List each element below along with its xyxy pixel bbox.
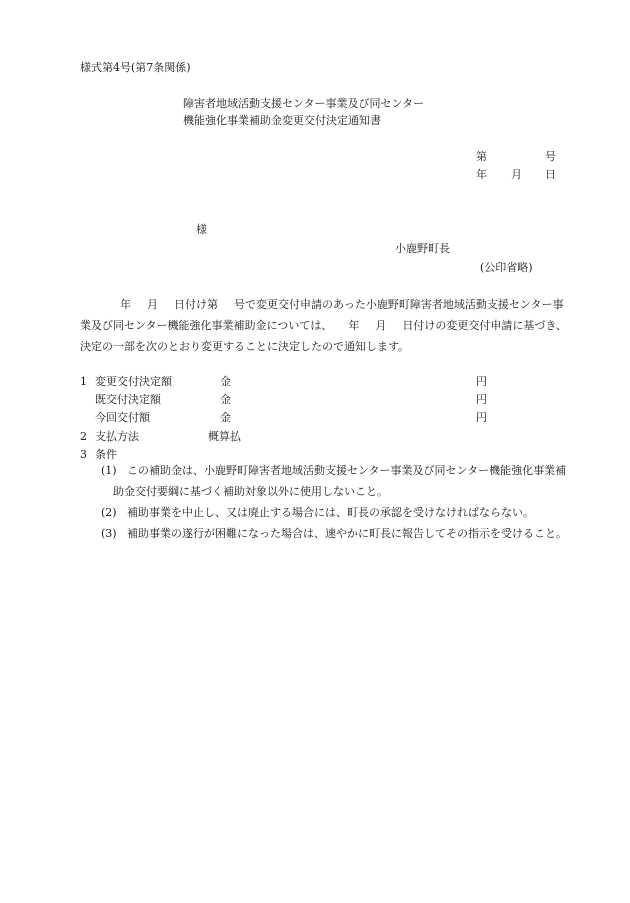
condition-number: (3) — [101, 527, 117, 540]
row-kin: 金 — [220, 375, 231, 388]
date-month: 月 — [511, 168, 522, 181]
date-year: 年 — [476, 168, 487, 181]
row-label: 既交付決定額 — [95, 393, 161, 406]
row-kin: 金 — [220, 411, 231, 424]
item-2-value: 概算払 — [208, 430, 241, 443]
item-1-number: 1 — [80, 375, 87, 388]
row-yen: 円 — [476, 375, 487, 388]
form-label: 様式第4号(第7条関係) — [80, 61, 191, 74]
row-kin: 金 — [220, 393, 231, 406]
row-label: 今回交付額 — [95, 411, 150, 424]
seal-note: (公印省略) — [480, 261, 533, 274]
body-paragraph — [80, 294, 572, 357]
item-3-label: 条件 — [95, 448, 117, 461]
title-line-2: 機能強化事業補助金変更交付決定通知書 — [183, 114, 381, 127]
row-yen: 円 — [476, 411, 487, 424]
issuer-name: 小鹿野町長 — [395, 242, 450, 255]
item-3-number: 3 — [80, 448, 87, 461]
condition-number: (1) — [101, 464, 117, 477]
body-month: 月 — [147, 298, 158, 311]
title-line-1: 障害者地域活動支援センター事業及び同センター — [183, 97, 425, 110]
body-text-2: 日付けの変更交付申請に基づき、決定の一部を次のとおり変更することに決定したので通知します。 — [80, 319, 567, 353]
doc-number-dai: 第 — [476, 150, 487, 163]
body-year: 年 — [120, 298, 131, 311]
addressee-suffix: 様 — [196, 223, 207, 236]
item-2-label: 支払方法 — [95, 430, 139, 443]
condition-2 — [101, 502, 575, 523]
condition-1 — [101, 460, 575, 502]
body-year-2: 年 — [348, 319, 360, 332]
condition-text: 補助事業の遂行が困難になった場合は、速やかに町長に報告してその指示を受けること。 — [127, 527, 567, 540]
condition-3 — [101, 523, 575, 544]
doc-number-go: 号 — [545, 150, 556, 163]
condition-text: 補助事業を中止し、又は廃止する場合には、町長の承認を受けなければならない。 — [127, 506, 534, 519]
body-dated: 日付け第 — [174, 298, 218, 311]
date-day: 日 — [545, 168, 556, 181]
condition-text: この補助金は、小鹿野町障害者地域活動支援センター事業及び同センター機能強化事業補助金交付要綱に基づく補助対象以外に使用しないこと。 — [113, 464, 567, 498]
row-yen: 円 — [476, 393, 487, 406]
row-label: 変更交付決定額 — [95, 375, 172, 388]
body-text-1: 号で変更交付申請のあった小鹿野町障害者地域活動支援センター事業及び同センター機能強化事業補助金については、 — [80, 298, 564, 332]
body-month-2: 月 — [375, 319, 387, 332]
condition-number: (2) — [101, 506, 117, 519]
item-2-number: 2 — [80, 430, 87, 443]
